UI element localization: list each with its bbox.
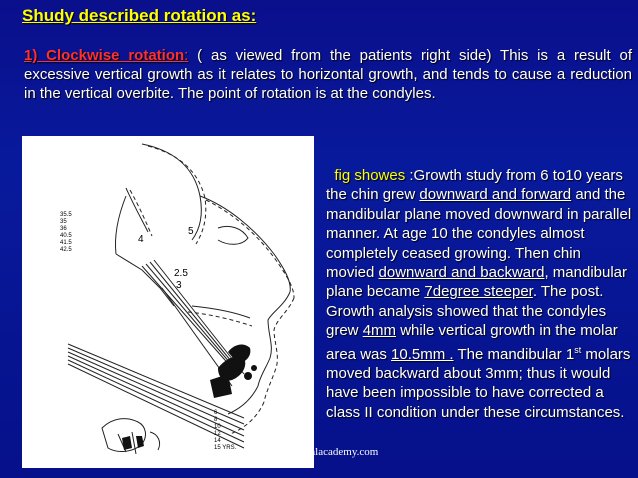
growth-figure [22, 136, 314, 468]
age-label-left-2: 36 [60, 226, 67, 232]
age-label-right-1: 8 [214, 417, 218, 423]
orbit [218, 226, 248, 244]
lower-chin-outline [150, 432, 160, 450]
ramus-plane-4 [154, 260, 244, 374]
caption-text-1: years the chin grew [326, 167, 623, 204]
tooth-dot-2 [251, 365, 257, 371]
age-label-left-1: 35 [60, 219, 67, 225]
figure-number-5: 5 [188, 226, 194, 237]
figure-number-4: 4 [138, 234, 144, 245]
caption-text-5: while vertical growth in the molar area was [326, 322, 618, 363]
watermark: www.indiandentalacademy.com [238, 446, 379, 458]
age-label-right-3: 12 [214, 431, 221, 437]
ramus-line-2 [130, 190, 152, 236]
chin-profile [228, 386, 258, 414]
age-label-left-4: 41.5 [60, 240, 72, 246]
incisor-shape [210, 374, 232, 398]
caption-intro-rest: :Growth study from 6 to10 [405, 167, 582, 184]
figure-caption [326, 166, 632, 422]
caption-text-4: . The post. Growth analysis showed that the condyles grew [326, 283, 607, 340]
lower-tooth-1 [122, 436, 132, 450]
lips-profile-2 [264, 298, 294, 402]
age-label-left-5: 42.5 [60, 247, 72, 253]
figure-number-2-5: 2.5 [174, 268, 188, 279]
occlusal-line-2 [188, 312, 252, 326]
chin-profile-2 [230, 402, 264, 434]
caption-underline-4mm: 4mm [362, 322, 397, 340]
nose-profile-2 [206, 200, 294, 298]
caption-superscript-st: st [574, 344, 582, 355]
cephalometric-tracing [22, 136, 314, 468]
label-separator: : [184, 47, 189, 64]
clockwise-rotation-label: 1) Clockwise rotation [24, 47, 185, 64]
tooth-dot-1 [244, 372, 252, 380]
age-label-left-3: 40.5 [60, 233, 72, 239]
age-label-right-5: 15 YRS. [214, 445, 237, 451]
caption-underline-downward-backward: downward and backward [378, 264, 545, 282]
caption-text-6: The mandibular 1 [453, 345, 575, 363]
nose-profile [200, 196, 290, 292]
caption-underline-10-5mm: 10.5mm . [391, 345, 454, 363]
lips-profile [258, 292, 290, 386]
slide-title: Shudy described rotation as: [22, 6, 257, 25]
age-label-right-4: 14 [214, 438, 221, 444]
figure-number-3: 3 [176, 280, 182, 291]
posterior-ramus [115, 196, 126, 254]
rotation-paragraph [24, 46, 632, 104]
age-label-right-2: 10 [214, 424, 221, 430]
paragraph-text: ( as viewed from the patients right side) This is a result of excessive vertical growth as it relates to horizontal growth, and tends to cause a reduction in the vertical overbite. The point of rotation is at the condyles. [24, 47, 632, 103]
caption-text-2: and the mandibular plane moved downward in parallel manner. At age 10 the condyles almost completely ceased growing. Then chin movied [326, 186, 632, 282]
caption-text-7: molars moved backward about 3mm; thus it would have been impossible to have corrected a class II condition under these circumstances. [326, 345, 631, 421]
ramus-line [126, 188, 148, 232]
skull-outline-2 [148, 146, 206, 244]
lower-tooth-2 [136, 436, 144, 448]
age-label-right-0: 6 [214, 410, 218, 416]
caption-underline-7degree: 7degree steeper [424, 283, 533, 301]
ramus-plane-3 [150, 262, 240, 372]
caption-underline-downward-forward: downward and forward [419, 186, 572, 204]
occlusal-line [192, 306, 250, 318]
caption-intro-label: fig showes [334, 167, 406, 184]
age-label-left-0: 35.5 [60, 212, 72, 218]
ramus-plane-2 [146, 264, 236, 370]
caption-text-3: , mandibular plane became [326, 264, 628, 301]
